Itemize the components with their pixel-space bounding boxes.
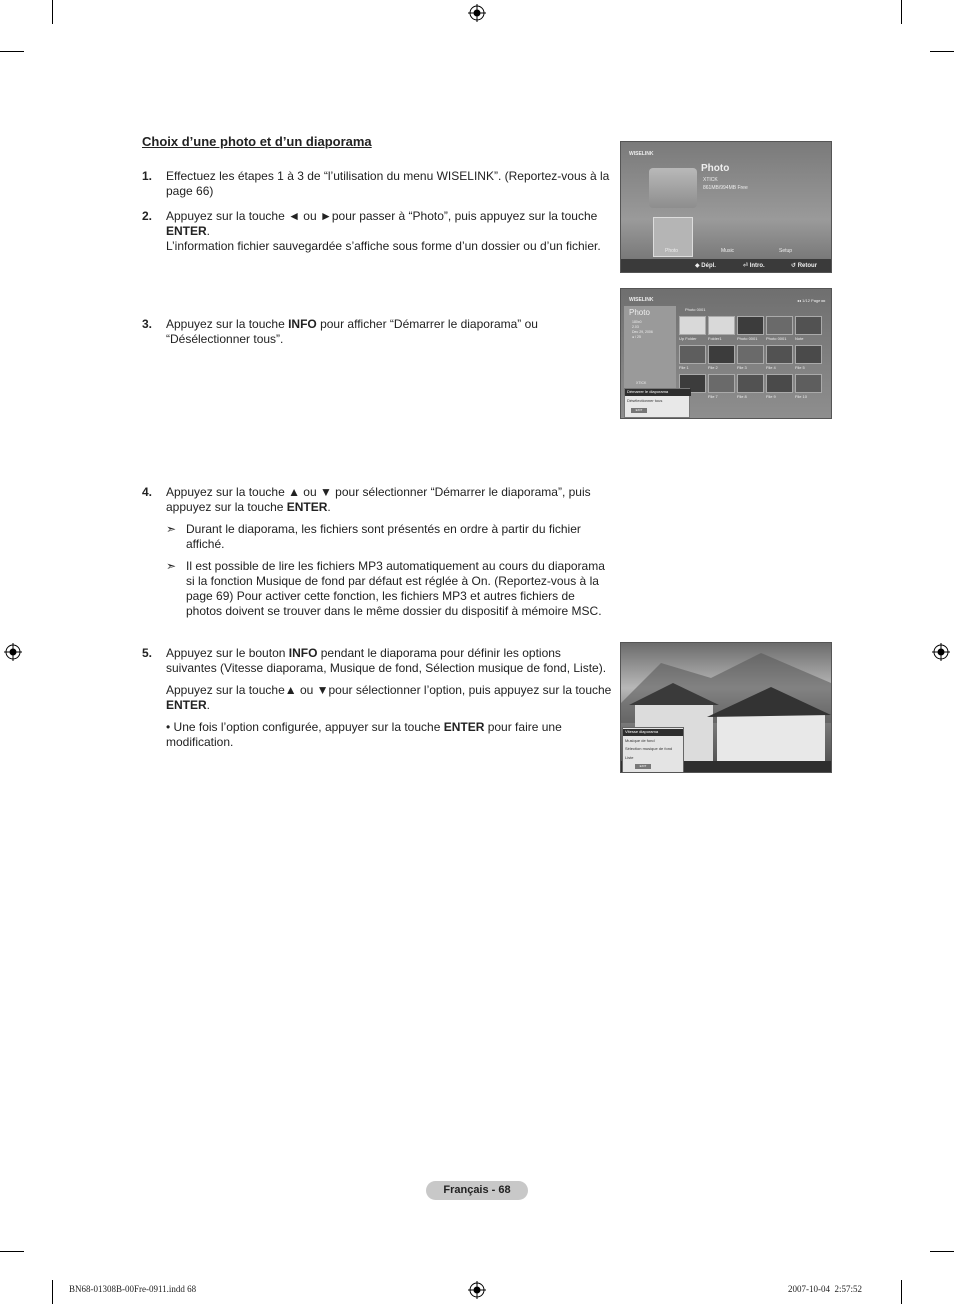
device-name: XTICK (703, 177, 718, 183)
file-slug: BN68-01308B-00Fre-0911.indd 68 (69, 1284, 197, 1294)
wiselink-logo: WISELINK (629, 151, 654, 157)
thumbnail-item[interactable] (766, 316, 793, 343)
info-menu (624, 388, 690, 418)
step-text-p2: Appuyez sur la touche▲ ou ▼pour sélectionner l’option, puis appuyez sur la touche ENTER. (166, 683, 612, 712)
exit-button[interactable]: EXIT (631, 408, 647, 413)
crop-mark (52, 0, 53, 24)
thumbnail-label: Photo 0001 (737, 336, 758, 341)
crop-mark (930, 1251, 954, 1252)
step-number: 3. (142, 317, 153, 331)
folder-name: Photo 0001 (685, 307, 706, 312)
thumbnail-label: Folder1 (708, 336, 722, 341)
step-5 (142, 646, 612, 757)
info-panel: Photo 180x0 2.03 Dec 29, 2006 ● / 25 XTICK (624, 306, 676, 416)
note: ➣ Durant le diaporama, les fichiers sont présentés en ordre à partir du fichier affiché. (166, 522, 581, 551)
note: ➣ Il est possible de lire les fichiers MP3 automatiquement au cours du diaporama si la fonction Musique de fond par défaut est réglée à On. (Reportez-vous à la page 69) Pour activer cette fonction, les fichiers MP3 et autres fichiers de photos doivent se trouver dans le même dossier du dispositif à mémoire MSC. (166, 559, 605, 618)
tab-setup[interactable]: Setup (779, 248, 793, 254)
page-indicator: ◂◂ 1/12 Page ▸▸ (797, 298, 826, 303)
tab-music[interactable]: Music (721, 248, 735, 254)
thumbnail-label: File 5 (795, 365, 805, 370)
thumbnail-image (795, 374, 822, 393)
step-1 (142, 169, 612, 206)
registration-mark-icon (932, 643, 950, 661)
step-number: 2. (142, 209, 153, 223)
thumbnail-label: File 4 (766, 365, 776, 370)
thumbnail-image (795, 316, 822, 335)
screenshot-slideshow (620, 642, 832, 773)
menu-item-slide-speed[interactable]: Vitesse diaporama (623, 729, 683, 736)
step-text: Appuyez sur le bouton INFO pendant le diaporama pour définir les options suivantes (Vitesse diaporama, Musique de fond, Sélection musique de fond, Liste). (166, 646, 607, 675)
crop-mark (0, 1251, 24, 1252)
registration-mark-icon (468, 1281, 486, 1299)
section-heading: Choix d’une photo et d’un diaporama (142, 134, 372, 149)
note-arrow-icon: ➣ (166, 522, 177, 536)
step-number: 5. (142, 646, 153, 660)
thumbnail-item[interactable] (708, 374, 735, 401)
screen-title: Photo (701, 163, 730, 174)
thumbnail-image (708, 316, 735, 335)
page-number-badge: Français - 68 (426, 1181, 528, 1200)
step-text: Effectuez les étapes 1 à 3 de “l’utilisation du menu WISELINK”. (Reportez-vous à la page 66) (166, 169, 610, 198)
storage-info: 861MB/994MB Free (703, 185, 748, 191)
thumbnail-label: Up Folder (679, 336, 697, 341)
thumbnail-item[interactable] (737, 374, 764, 401)
thumbnail-image (766, 374, 793, 393)
step-number: 1. (142, 169, 153, 183)
thumbnail-image (766, 316, 793, 335)
thumbnail-image (679, 345, 706, 364)
thumbnail-label: File 7 (708, 394, 718, 399)
step-2 (142, 209, 612, 261)
thumbnail-image (737, 345, 764, 364)
thumbnail-item[interactable] (766, 374, 793, 401)
exit-button[interactable]: EXIT (635, 764, 651, 769)
thumbnail-label: File 10 (795, 394, 808, 399)
step-text: Appuyez sur la touche ▲ ou ▼ pour sélectionner “Démarrer le diaporama”, puis appuyez sur la touche ENTER. (166, 485, 591, 514)
camera-icon (649, 168, 697, 208)
step-text: Appuyez sur la touche INFO pour afficher “Démarrer le diaporama” ou “Désélectionner tous”. (166, 317, 538, 346)
thumbnail-item[interactable] (737, 316, 764, 343)
thumbnail-image (708, 374, 735, 393)
help-bar: ◆ Dépl. ⏎ Intro. ↺ Retour (621, 259, 831, 272)
menu-item-list[interactable]: Liste (625, 755, 634, 760)
thumbnail-item[interactable] (679, 316, 706, 343)
screenshot-wiselink-main (620, 141, 832, 273)
thumbnail-image (737, 374, 764, 393)
crop-mark (0, 51, 24, 52)
step-text: Appuyez sur la touche ◄ ou ►pour passer à “Photo”, puis appuyez sur la touche ENTER. (166, 209, 598, 238)
thumbnail-label: File 1 (679, 365, 689, 370)
thumbnail-item[interactable] (795, 316, 822, 343)
step-text-p3: • Une fois l’option configurée, appuyer sur la touche ENTER pour faire une modification. (166, 720, 562, 749)
thumbnail-label: File 8 (737, 394, 747, 399)
thumbnail-item[interactable] (766, 345, 793, 372)
thumbnail-label: File 9 (766, 394, 776, 399)
date-slug: 2007-10-04 ﻿﻿ 2:57:52 (788, 1284, 862, 1294)
thumbnail-image (708, 345, 735, 364)
slideshow-options-menu (622, 727, 684, 773)
step-3 (142, 317, 612, 354)
thumbnail-image (737, 316, 764, 335)
thumbnail-label: File 3 (737, 365, 747, 370)
thumbnail-label: File 2 (708, 365, 718, 370)
menu-item-music-selection[interactable]: Sélection musique de fond (625, 746, 673, 751)
thumbnail-item[interactable] (795, 374, 822, 401)
thumbnail-item[interactable] (737, 345, 764, 372)
thumbnail-image (679, 316, 706, 335)
menu-item-start-slideshow[interactable]: Démarrer le diaporama (625, 389, 691, 396)
screenshot-photo-list (620, 288, 832, 419)
menu-item-deselect-all[interactable]: Désélectionner tous (627, 398, 663, 403)
menu-item-background-music[interactable]: Musique de fond (625, 738, 655, 743)
thumbnail-item[interactable] (679, 345, 706, 372)
thumbnail-image (795, 345, 822, 364)
thumbnail-image (766, 345, 793, 364)
note-arrow-icon: ➣ (166, 559, 177, 573)
thumbnail-item[interactable] (795, 345, 822, 372)
step-4 (142, 485, 612, 626)
step-text-line2: L’information fichier sauvegardée s’affiche sous forme d’un dossier ou d’un fichier. (166, 239, 601, 253)
crop-mark (901, 1280, 902, 1304)
wiselink-logo: WISELINK (629, 297, 654, 303)
step-number: 4. (142, 485, 153, 499)
registration-mark-icon (468, 4, 486, 22)
crop-mark (901, 0, 902, 24)
thumbnail-item[interactable] (708, 316, 735, 343)
registration-mark-icon (4, 643, 22, 661)
crop-mark (930, 51, 954, 52)
crop-mark (52, 1280, 53, 1304)
thumbnail-grid (679, 316, 829, 406)
thumbnail-item[interactable] (708, 345, 735, 372)
thumbnail-label: Photo 0001 (766, 336, 787, 341)
thumbnail-label: Note (795, 336, 804, 341)
tab-photo[interactable]: Photo (653, 217, 693, 257)
